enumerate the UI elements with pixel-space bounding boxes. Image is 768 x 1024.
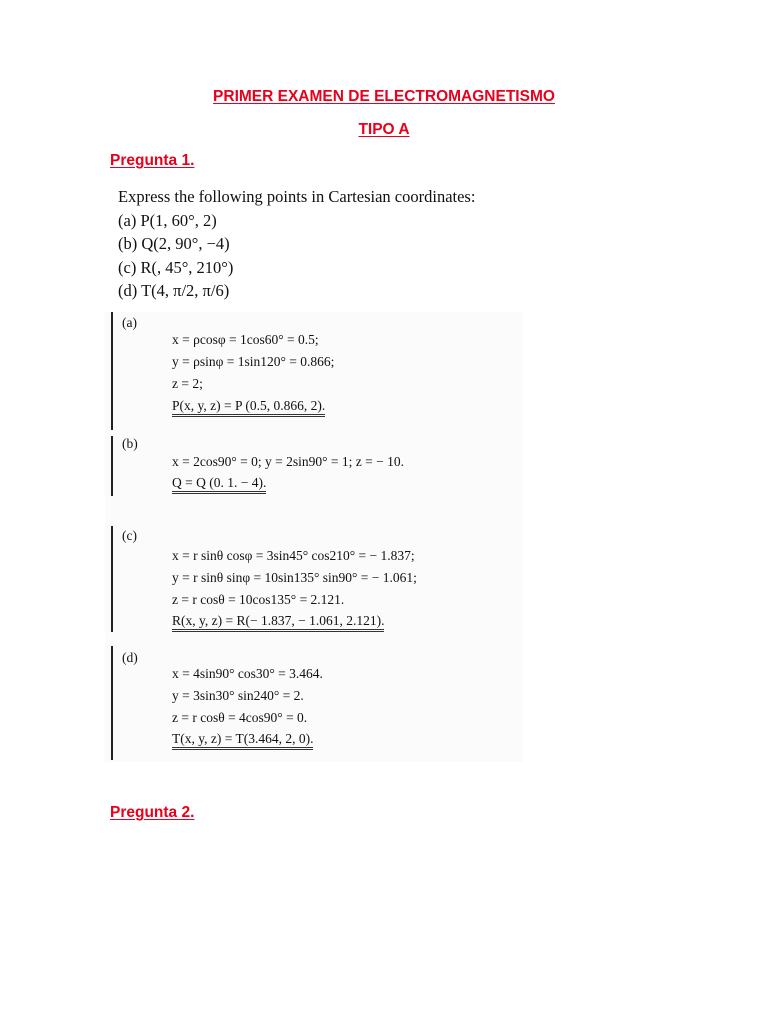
part-c-line-1: x = r sinθ cosφ = 3sin45° cos210° = − 1.837;	[172, 548, 415, 563]
part-b-result: Q = Q (0. 1. − 4).	[172, 475, 266, 491]
question-1-statement	[118, 185, 475, 303]
question-1-heading: Pregunta 1.	[110, 152, 195, 169]
part-d-label: (d)	[122, 650, 138, 665]
part-c-line-3: z = r cosθ = 10cos135° = 2.121.	[172, 592, 345, 607]
part-a-line-2: y = ρsinφ = 1sin120° = 0.866;	[172, 354, 335, 369]
statement-item-c: (c) R(, 45°, 210°)	[118, 257, 234, 277]
part-a-line-3: z = 2;	[172, 376, 203, 391]
margin-line	[111, 436, 113, 496]
part-a-label: (a)	[122, 315, 137, 330]
part-d-line-2: y = 3sin30° sin240° = 2.	[172, 688, 304, 703]
part-c-line-2: y = r sinθ sinφ = 10sin135° sin90° = − 1.061;	[172, 570, 417, 585]
question-2-heading: Pregunta 2.	[110, 804, 195, 821]
statement-item-a: (a) P(1, 60°, 2)	[118, 210, 217, 230]
solution-scan	[105, 312, 523, 762]
part-b-line-1: x = 2cos90° = 0; y = 2sin90° = 1; z = − 10.	[172, 454, 404, 469]
margin-line	[111, 646, 113, 760]
part-a-result: P(x, y, z) = P (0.5, 0.866, 2).	[172, 398, 325, 414]
part-d-line-1: x = 4sin90° cos30° = 3.464.	[172, 666, 323, 681]
margin-line	[111, 312, 113, 430]
exam-type: TIPO A	[358, 121, 410, 138]
statement-item-d: (d) T(4, π/2, π/6)	[118, 281, 230, 300]
part-c-result: R(x, y, z) = R(− 1.837, − 1.061, 2.121).	[172, 613, 384, 629]
part-a-line-1: x = ρcosφ = 1cos60° = 0.5;	[172, 332, 319, 347]
statement-intro: Express the following points in Cartesian coordinates:	[118, 187, 476, 206]
statement-item-b: (b) Q(2, 90°, −4)	[118, 234, 230, 253]
exam-title: PRIMER EXAMEN DE ELECTROMAGNETISMO	[213, 88, 555, 105]
part-d-line-3: z = r cosθ = 4cos90° = 0.	[172, 710, 308, 725]
margin-line	[111, 526, 113, 632]
part-d-result: T(x, y, z) = T(3.464, 2, 0).	[172, 731, 313, 747]
part-b-label: (b)	[122, 436, 138, 451]
part-c-label: (c)	[122, 528, 137, 543]
